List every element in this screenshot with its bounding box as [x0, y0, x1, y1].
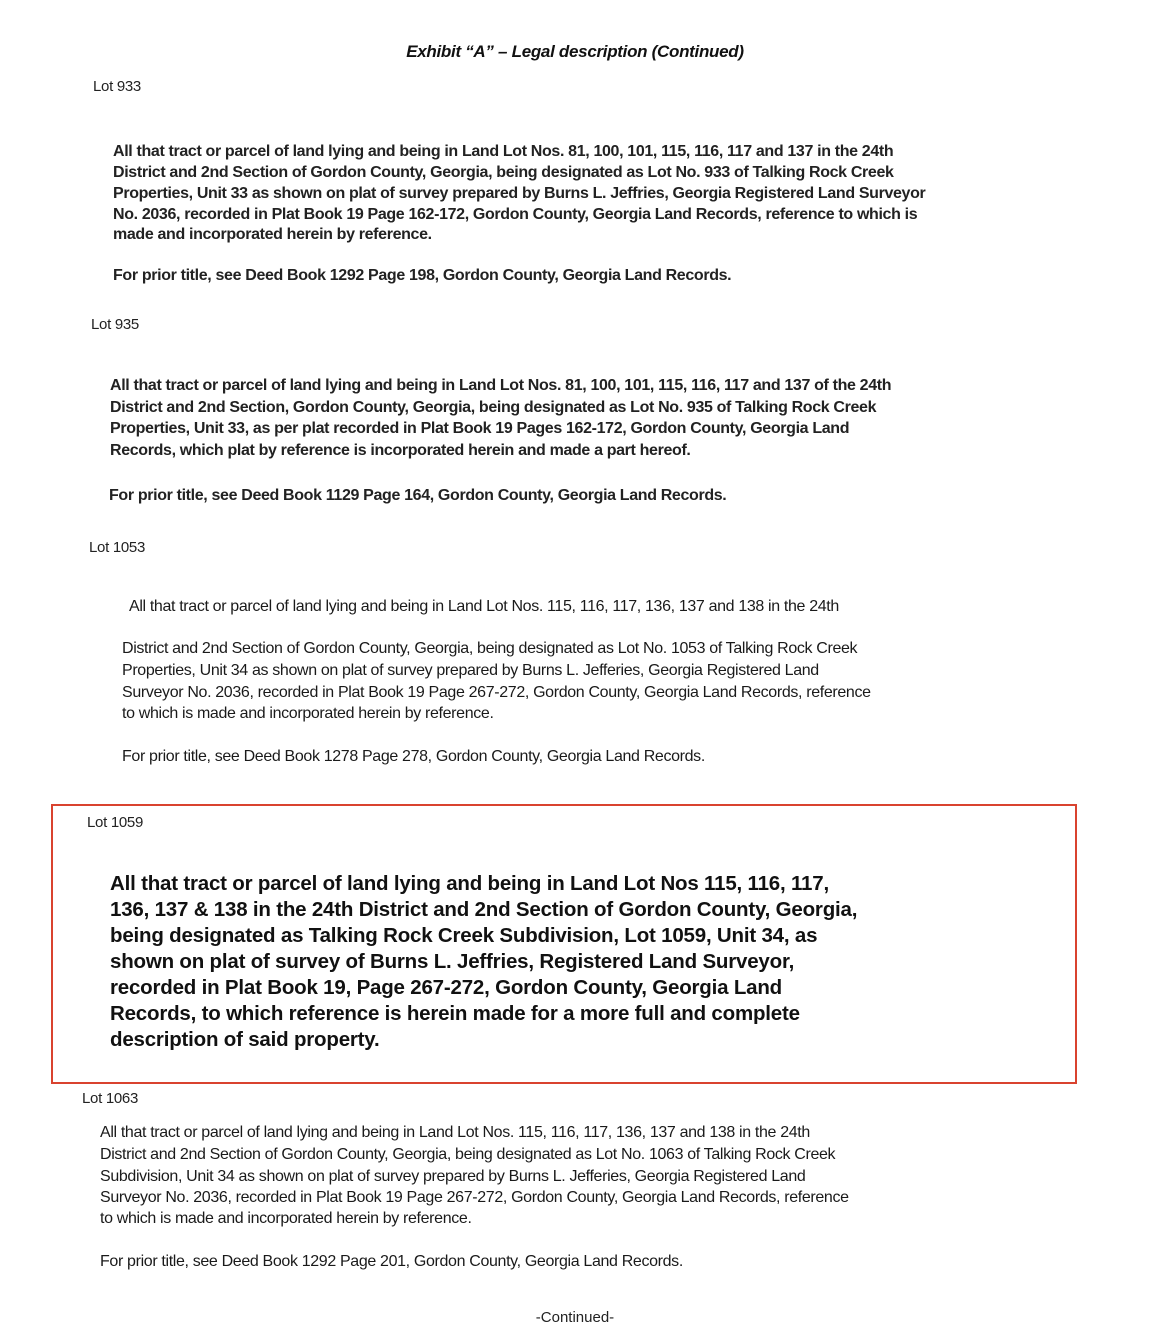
- description-line: shown on plat of survey of Burns L. Jeffries, Registered Land Surveyor,: [110, 950, 795, 973]
- description-line: All that tract or parcel of land lying and being in Land Lot Nos. 115, 116, 117, 136, 137 and 138 in the 24th: [129, 598, 839, 615]
- lot-label: Lot 1059: [87, 814, 143, 831]
- description-line: No. 2036, recorded in Plat Book 19 Page 162-172, Gordon County, Georgia Land Records, reference to which is: [113, 206, 918, 223]
- description-line: All that tract or parcel of land lying and being in Land Lot Nos. 115, 116, 117, 136, 137 and 138 in the 24th: [100, 1124, 810, 1141]
- description-line: Records, which plat by reference is incorporated herein and made a part hereof.: [110, 442, 691, 459]
- description-line: 136, 137 & 138 in the 24th District and 2nd Section of Gordon County, Georgia,: [110, 898, 858, 921]
- description-line: made and incorporated herein by reference.: [113, 226, 432, 243]
- description-line: District and 2nd Section of Gordon County, Georgia, being designated as Lot No. 1063 of Talking Rock Creek: [100, 1146, 836, 1163]
- lot-label: Lot 933: [93, 78, 141, 95]
- description-line: Properties, Unit 33, as per plat recorded in Plat Book 19 Pages 162-172, Gordon County, Georgia Land: [110, 420, 850, 437]
- continued-footer: -Continued-: [535, 1309, 615, 1326]
- document-title: Exhibit “A” – Legal description (Continued): [406, 42, 744, 61]
- description-line: to which is made and incorporated herein by reference.: [100, 1210, 472, 1227]
- description-line: to which is made and incorporated herein by reference.: [122, 705, 494, 722]
- description-line: District and 2nd Section of Gordon County, Georgia, being designated as Lot No. 1053 of Talking Rock Creek: [122, 640, 858, 657]
- description-line: Records, to which reference is herein made for a more full and complete: [110, 1002, 800, 1025]
- description-line: recorded in Plat Book 19, Page 267-272, Gordon County, Georgia Land: [110, 976, 782, 999]
- description-line: Properties, Unit 33 as shown on plat of survey prepared by Burns L. Jeffries, Georgia Registered Land Surveyor: [113, 185, 926, 202]
- description-line: District and 2nd Section of Gordon County, Georgia, being designated as Lot No. 933 of Talking Rock Creek: [113, 164, 894, 181]
- lot-label: Lot 1053: [89, 539, 145, 556]
- description-line: District and 2nd Section, Gordon County, Georgia, being designated as Lot No. 935 of Talking Rock Creek: [110, 399, 877, 416]
- lot-label: Lot 1063: [82, 1090, 138, 1107]
- description-line: Subdivision, Unit 34 as shown on plat of survey prepared by Burns L. Jefferies, Georgia Registered Land: [100, 1168, 806, 1185]
- description-line: Properties, Unit 34 as shown on plat of survey prepared by Burns L. Jefferies, Georgia Registered Land: [122, 662, 819, 679]
- prior-title: For prior title, see Deed Book 1278 Page 278, Gordon County, Georgia Land Records.: [122, 748, 705, 765]
- description-line: description of said property.: [110, 1028, 380, 1051]
- prior-title: For prior title, see Deed Book 1292 Page 201, Gordon County, Georgia Land Records.: [100, 1253, 683, 1270]
- prior-title: For prior title, see Deed Book 1292 Page 198, Gordon County, Georgia Land Records.: [113, 267, 732, 284]
- description-line: All that tract or parcel of land lying and being in Land Lot Nos. 81, 100, 101, 115, 116, 117 and 137 in the 24th: [113, 143, 894, 160]
- lot-label: Lot 935: [91, 316, 139, 333]
- prior-title: For prior title, see Deed Book 1129 Page 164, Gordon County, Georgia Land Records.: [109, 487, 727, 504]
- description-line: being designated as Talking Rock Creek Subdivision, Lot 1059, Unit 34, as: [110, 924, 818, 947]
- description-line: All that tract or parcel of land lying and being in Land Lot Nos. 81, 100, 101, 115, 116, 117 and 137 of the 24th: [110, 377, 892, 394]
- description-line: All that tract or parcel of land lying and being in Land Lot Nos 115, 116, 117,: [110, 872, 829, 895]
- description-line: Surveyor No. 2036, recorded in Plat Book 19 Page 267-272, Gordon County, Georgia Land Records, reference: [122, 684, 871, 701]
- description-line: Surveyor No. 2036, recorded in Plat Book 19 Page 267-272, Gordon County, Georgia Land Records, reference: [100, 1189, 849, 1206]
